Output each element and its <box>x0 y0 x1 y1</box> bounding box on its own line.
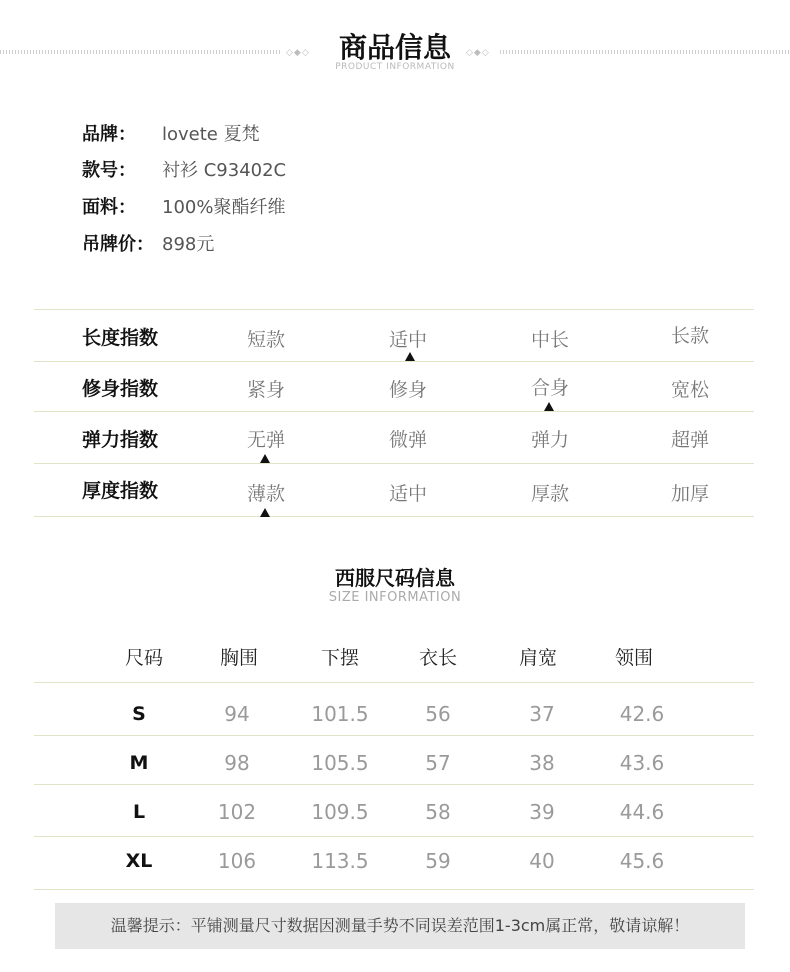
index-marker-length <box>405 352 415 361</box>
size-cell: 44.6 <box>619 800 665 824</box>
size-divider <box>34 889 754 890</box>
size-cell: 98 <box>224 751 250 775</box>
index-option: 超弹 <box>670 429 709 451</box>
index-option: 中长 <box>530 329 569 351</box>
size-label: M <box>129 752 149 774</box>
info-value: lovete 夏梵 <box>162 124 260 145</box>
size-cell: 102 <box>217 800 257 824</box>
size-cell: 40 <box>529 849 555 873</box>
index-option: 适中 <box>388 329 427 351</box>
size-cell: 58 <box>425 800 451 824</box>
size-cell: 106 <box>217 849 257 873</box>
index-option: 宽松 <box>670 379 709 401</box>
info-label: 吊牌价： <box>82 234 154 255</box>
size-cell: 59 <box>425 849 451 873</box>
index-marker-thickness <box>260 508 270 517</box>
size-cell: 45.6 <box>619 849 665 873</box>
index-option: 弹力 <box>530 429 569 451</box>
index-option: 合身 <box>530 377 569 399</box>
size-cell: 109.5 <box>311 800 369 824</box>
page-subtitle: PRODUCT INFORMATION <box>335 62 455 72</box>
size-divider <box>34 784 754 785</box>
index-option: 厚款 <box>530 483 569 505</box>
size-cell: 42.6 <box>619 702 665 726</box>
header-rule-right <box>500 50 790 54</box>
size-cell: 43.6 <box>619 751 665 775</box>
info-value: 衬衫 C93402C <box>162 160 287 181</box>
size-label: XL <box>125 850 153 872</box>
index-option: 无弹 <box>246 429 285 451</box>
index-marker-fit <box>544 402 554 411</box>
size-section-subtitle: SIZE INFORMATION <box>328 590 462 605</box>
index-option: 紧身 <box>246 379 285 401</box>
size-header: 下摆 <box>320 647 359 669</box>
index-divider <box>34 361 754 362</box>
size-label: S <box>132 703 146 725</box>
size-header: 胸围 <box>219 647 258 669</box>
index-option: 长款 <box>670 325 709 347</box>
index-option: 薄款 <box>246 483 285 505</box>
index-option: 修身 <box>388 379 427 401</box>
index-option: 短款 <box>246 329 285 351</box>
index-marker-elasticity <box>260 454 270 463</box>
info-label: 款号： <box>82 160 136 181</box>
size-cell: 57 <box>425 751 451 775</box>
size-cell: 39 <box>529 800 555 824</box>
size-divider <box>34 836 754 837</box>
size-divider <box>34 682 754 683</box>
size-header: 肩宽 <box>518 647 557 669</box>
info-label: 品牌： <box>82 124 136 145</box>
size-header: 领围 <box>614 647 653 669</box>
info-label: 面料： <box>82 197 136 218</box>
size-section-title: 西服尺码信息 <box>335 566 455 590</box>
size-cell: 105.5 <box>311 751 369 775</box>
index-option: 适中 <box>388 483 427 505</box>
index-option: 加厚 <box>670 483 709 505</box>
size-divider <box>34 735 754 736</box>
index-divider <box>34 411 754 412</box>
size-header: 衣长 <box>418 647 457 669</box>
index-label-thickness: 厚度指数 <box>82 480 159 502</box>
measurement-note: 温馨提示：平铺测量尺寸数据因测量手势不同误差范围1-3cm属正常，敬请谅解！ <box>55 903 745 949</box>
size-cell: 101.5 <box>311 702 369 726</box>
size-cell: 56 <box>425 702 451 726</box>
size-label: L <box>132 801 146 823</box>
header-ornament-right: ◇◆◇ <box>466 48 490 58</box>
index-divider <box>34 463 754 464</box>
size-header: 尺码 <box>124 647 163 669</box>
info-value: 898元 <box>162 234 215 255</box>
index-label-elasticity: 弹力指数 <box>82 429 159 451</box>
index-divider <box>34 309 754 310</box>
info-value: 100%聚酯纤维 <box>162 197 286 218</box>
size-cell: 113.5 <box>311 849 369 873</box>
header-ornament-left: ◇◆◇ <box>286 48 310 58</box>
index-label-fit: 修身指数 <box>82 378 159 400</box>
size-cell: 37 <box>529 702 555 726</box>
index-divider <box>34 516 754 517</box>
index-label-length: 长度指数 <box>82 327 159 349</box>
size-cell: 38 <box>529 751 555 775</box>
size-cell: 94 <box>224 702 250 726</box>
page-title: 商品信息 <box>338 31 451 64</box>
index-option: 微弹 <box>388 429 427 451</box>
